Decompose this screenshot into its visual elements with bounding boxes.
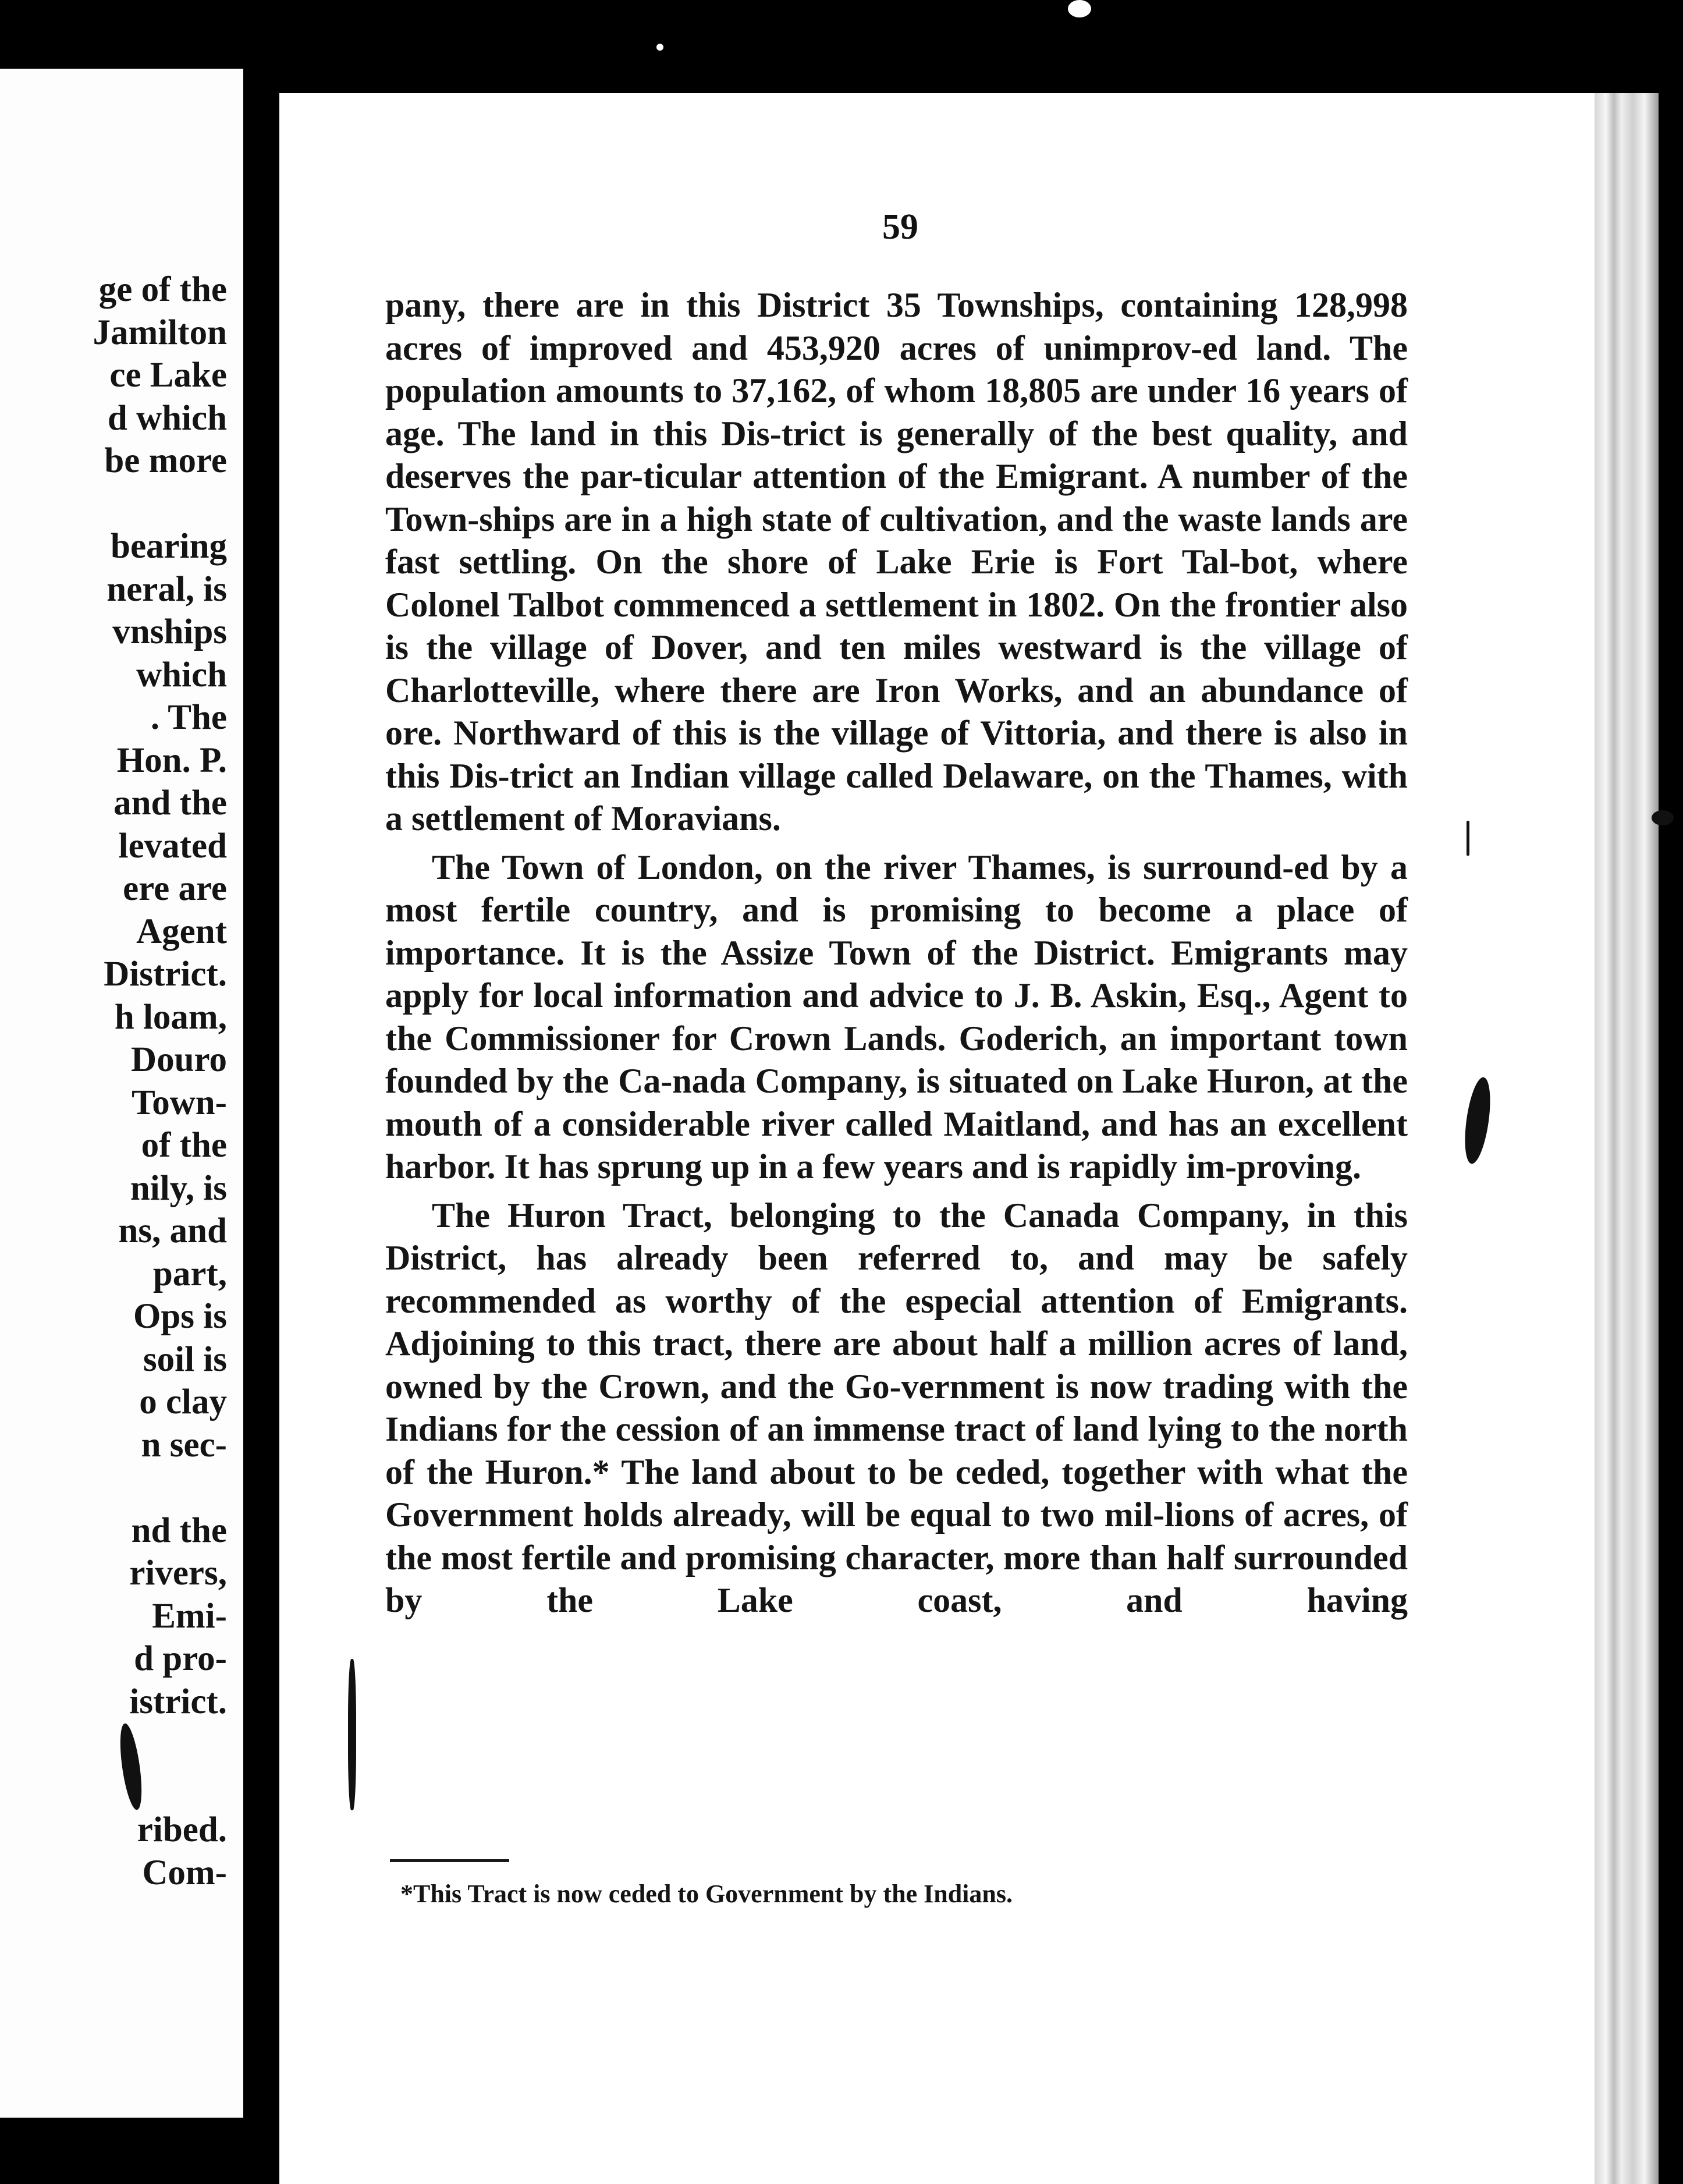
- paragraph-3: The Huron Tract, belonging to the Canada Company, in this District, has already been referred to, and may be safely recommended as worthy of the especial attention of Emigrants. Adjoining to this tract, there are about half a million acres of land, owned by the Crown, and the Go-vernment is now trading with the Indians for the cession of an immense tract of land lying to the north of the Huron.* The land about to be ceded, together with what the Government holds already, will be equal to two mil-lions of acres, of the most fertile and promising character, more than half surrounded by the Lake coast, and having: [385, 1196, 1408, 1619]
- ink-blot: [1652, 810, 1674, 825]
- facing-page-line: istrict.: [129, 1682, 227, 1721]
- ink-blot: [1068, 0, 1091, 17]
- facing-page-line: Ops is: [133, 1297, 227, 1336]
- facing-page-line: ns, and: [118, 1211, 227, 1250]
- facing-page-line: ce Lake: [109, 356, 227, 395]
- facing-page-line: ribed.: [137, 1810, 227, 1849]
- facing-page-line: Com-: [142, 1853, 227, 1892]
- footnote-rule: [390, 1859, 509, 1862]
- facing-page-line: bearing: [111, 527, 227, 566]
- ink-blot: [656, 44, 663, 51]
- facing-page-line: nd the: [131, 1511, 227, 1550]
- facing-page-line: Emi-: [152, 1596, 227, 1636]
- facing-page-line: ge of the: [98, 270, 227, 309]
- facing-page-line: Douro: [131, 1040, 227, 1079]
- body-text: [385, 284, 1408, 1622]
- facing-page-line: levated: [118, 826, 227, 866]
- facing-page-line: which: [136, 655, 227, 694]
- facing-page-line: n sec-: [141, 1425, 227, 1465]
- facing-page-line: District.: [104, 955, 227, 994]
- facing-page-line: h loam,: [114, 997, 227, 1037]
- facing-page-line: vnships: [112, 612, 227, 651]
- facing-page-line: Jamilton: [93, 313, 227, 352]
- ink-blot: [348, 1659, 356, 1810]
- facing-page-line: of the: [141, 1126, 227, 1165]
- page-number: 59: [882, 207, 918, 247]
- footnote: *This Tract is now ceded to Government by the Indians.: [400, 1880, 1013, 1908]
- facing-page-left: [0, 69, 243, 2118]
- facing-page-line: soil is: [143, 1339, 227, 1379]
- facing-page-line: ere are: [123, 869, 227, 908]
- facing-page-line: Agent: [136, 912, 227, 951]
- facing-page-line: nily, is: [130, 1168, 227, 1208]
- facing-page-line: d pro-: [134, 1639, 227, 1678]
- facing-page-line: o clay: [139, 1382, 227, 1421]
- facing-page-line: . The: [150, 698, 227, 737]
- paragraph-2: The Town of London, on the river Thames, is surround-ed by a most fertile country, and is promising to become a place of importance. It is the Assize Town of the District. Emigrants may apply for local information and advice to J. B. Askin, Esq., Agent to the Commissioner for Crown Lands. Goderich, an important town founded by the Ca-nada Company, is situated on Lake Huron, at the mouth of a considerable river called Maitland, and has an excellent harbor. It has sprung up in a few years and is rapidly im-proving.: [385, 848, 1408, 1186]
- facing-page-line: and the: [113, 783, 227, 822]
- page-edge: [1595, 93, 1659, 2184]
- facing-page-line: rivers,: [129, 1554, 227, 1593]
- facing-page-line: part,: [152, 1254, 227, 1293]
- facing-page-line: Town-: [132, 1083, 227, 1122]
- paragraph-1: pany, there are in this District 35 Townships, containing 128,998 acres of improved and 453,920 acres of unimprov-ed land. The population amounts to 37,162, of whom 18,805 are under 16 years of age. The land in this Dis-trict is generally of the best quality, and deserves the par-ticular attention of the Emigrant. A number of the Town-ships are in a high state of cultivation, and the waste lands are fast settling. On the shore of Lake Erie is Fort Tal-bot, where Colonel Talbot commenced a settlement in 1802. On the frontier also is the village of Dover, and ten miles westward is the village of Charlotteville, where there are Iron Works, and an abundance of ore. Northward of this is the village of Vittoria, and there is also in this Dis-trict an Indian village called Delaware, on the Thames, with a settlement of Moravians.: [385, 286, 1408, 838]
- facing-page-line: be more: [104, 441, 227, 480]
- facing-page-line: Hon. P.: [116, 740, 227, 780]
- facing-page-line: d which: [107, 398, 227, 438]
- facing-page-line: neral, is: [106, 569, 227, 609]
- ink-blot: [1467, 821, 1469, 856]
